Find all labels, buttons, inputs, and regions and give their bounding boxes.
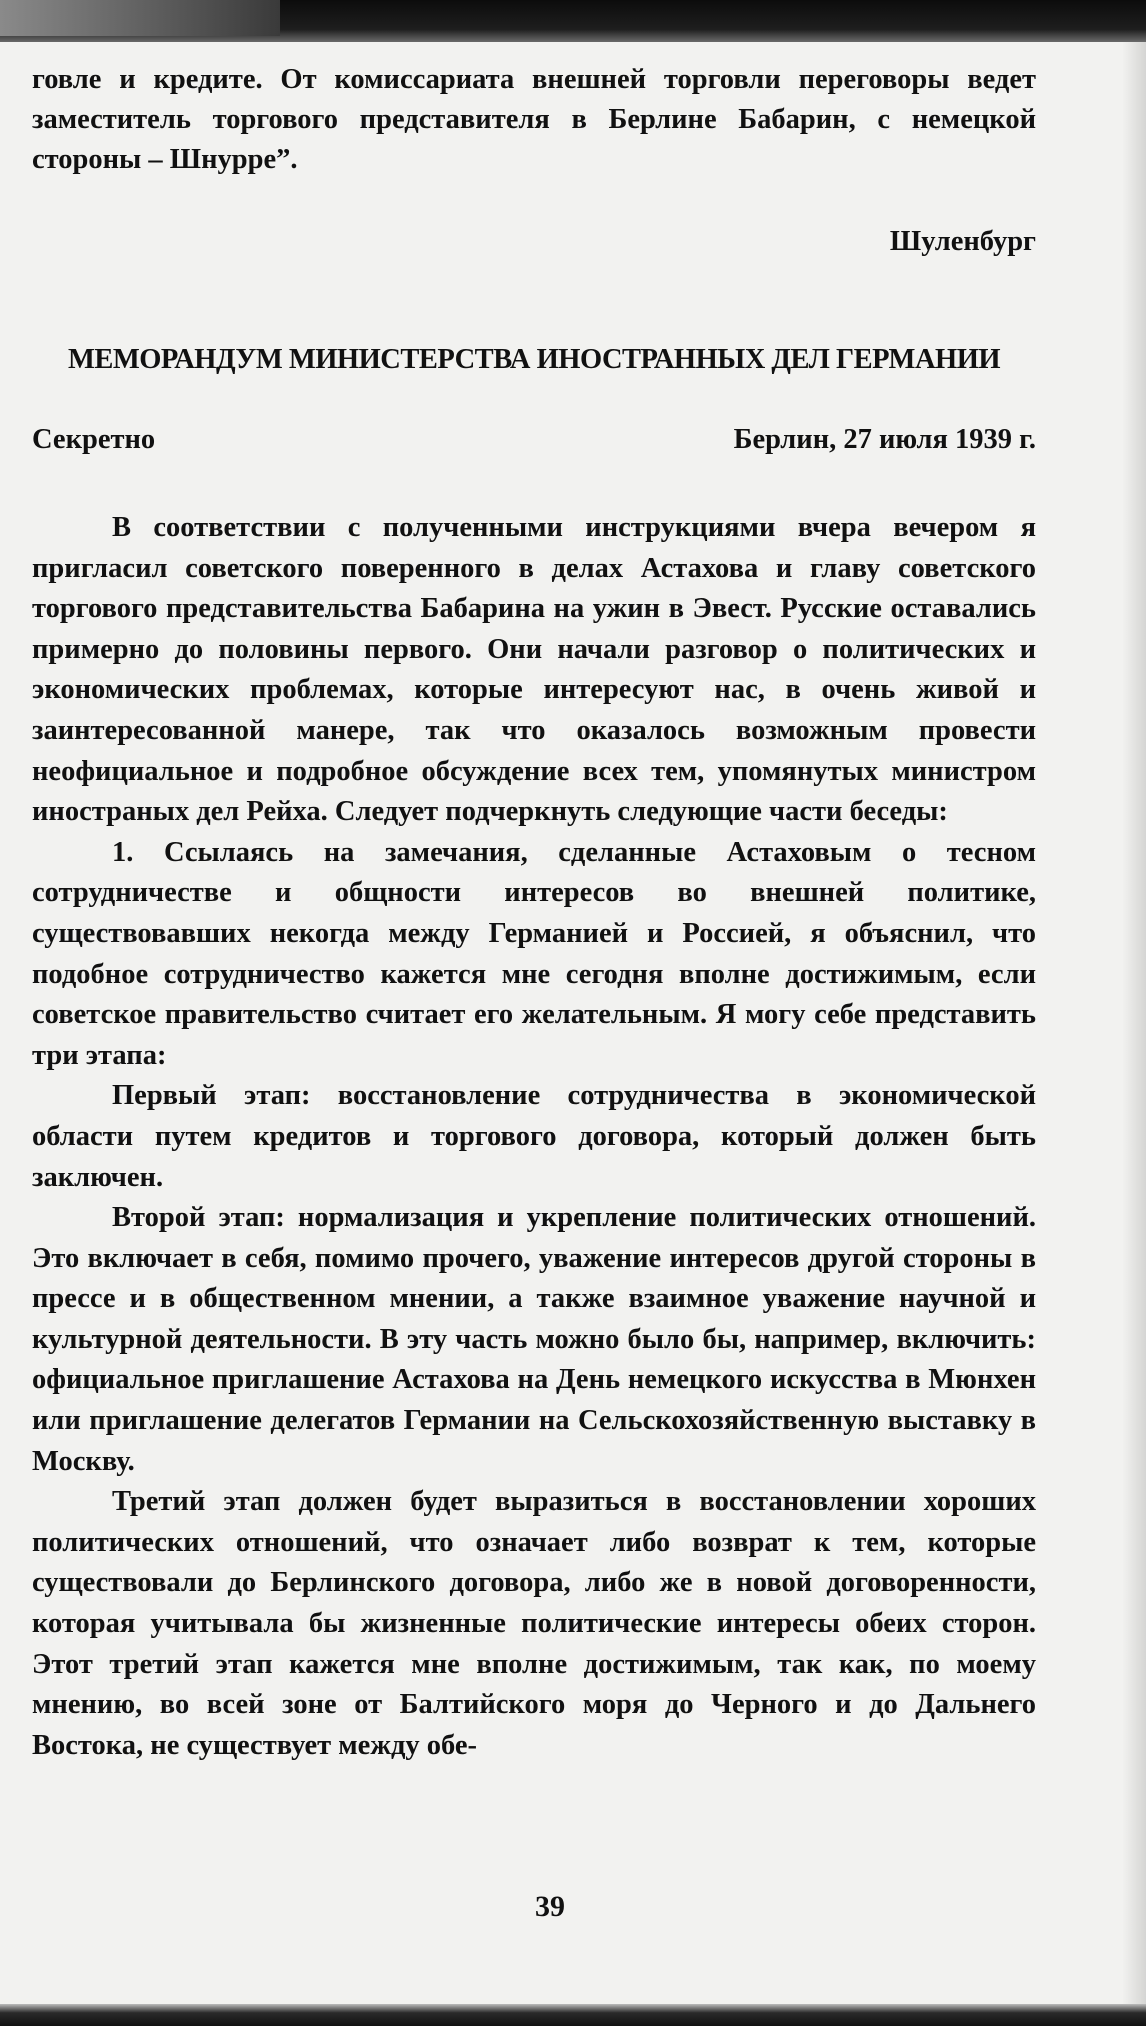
body-paragraph-stage-2: Второй этап: нормализация и укрепление политических отношений. Это включает в себя, помимо прочего, уважение интересов другой стороны в прессе и в общественном мнении, а также взаимное уважение научной и культурной деятельности. В эту часть можно было бы, например, включить: официальное приглашение Астахова на День немецкого искусства в Мюнхен или приглашение делегатов Германии на Сельскохозяйственную выставку в Москву.	[32, 1202, 1036, 1477]
body-paragraph-point-1: 1. Ссылаясь на замечания, сделанные Астаховым о тесном сотрудничестве и общности интересов во внешней политике, существовавших некогда между Германией и Россией, я объяснил, что подобное сотрудничество кажется мне сегодня вполне достижимым, если советское правительство считает его желательным. Я могу себе представить три этапа:	[32, 836, 1036, 1071]
place-date: Берлин, 27 июля 1939 г.	[733, 424, 1036, 455]
scan-bottom-edge	[0, 2004, 1146, 2026]
scan-right-shadow	[1122, 42, 1146, 2004]
memo-meta-row	[32, 424, 1036, 456]
classification-label: Секретно	[32, 424, 156, 455]
memo-body	[32, 508, 1036, 1766]
page-number: 39	[535, 1890, 565, 1923]
body-paragraph-intro: В соответствии с полученными инструкциями вчера вечером я пригласил советского поверенного в делах Астахова и главу советского торгового представительства Бабарина на ужин в Эвест. Русские оставались примерно до половины первого. Они начали разговор о политических и экономических проблемах, которые интересуют нас, в очень живой и заинтересованной манере, так что оказалось возможным провести неофициальное и подробное обсуждение всех тем, упомянутых министром иностраных дел Рейха. Следует подчеркнуть следующие части беседы:	[32, 512, 1036, 828]
top-paragraph: говле и кредите. От комиссариата внешней торговли переговоры ведет заместитель торгового представителя в Берлине Бабарин, с немецкой стороны – Шнурре”.	[32, 64, 1036, 175]
memo-title: МЕМОРАНДУМ МИНИСТЕРСТВА ИНОСТРАННЫХ ДЕЛ ГЕРМАНИИ	[67, 344, 1001, 375]
top-paragraph-container	[32, 60, 1036, 180]
signature: Шуленбург	[889, 226, 1036, 257]
body-paragraph-stage-1: Первый этап: восстановление сотрудничества в экономической области путем кредитов и торгового договора, который должен быть заключен.	[32, 1080, 1036, 1193]
scan-top-edge-highlight	[0, 0, 280, 36]
body-paragraph-stage-3: Третий этап должен будет выразиться в восстановлении хороших политических отношений, что означает либо возврат к тем, которые существовали до Берлинского договора, либо же в новой договоренности, которая учитывала бы жизненные политические интересы обеих сторон. Этот третий этап кажется мне вполне достижимым, так как, по моему мнению, во всей зоне от Балтийского моря до Черного и до Дальнего Востока, не существует между обе-	[32, 1486, 1036, 1761]
